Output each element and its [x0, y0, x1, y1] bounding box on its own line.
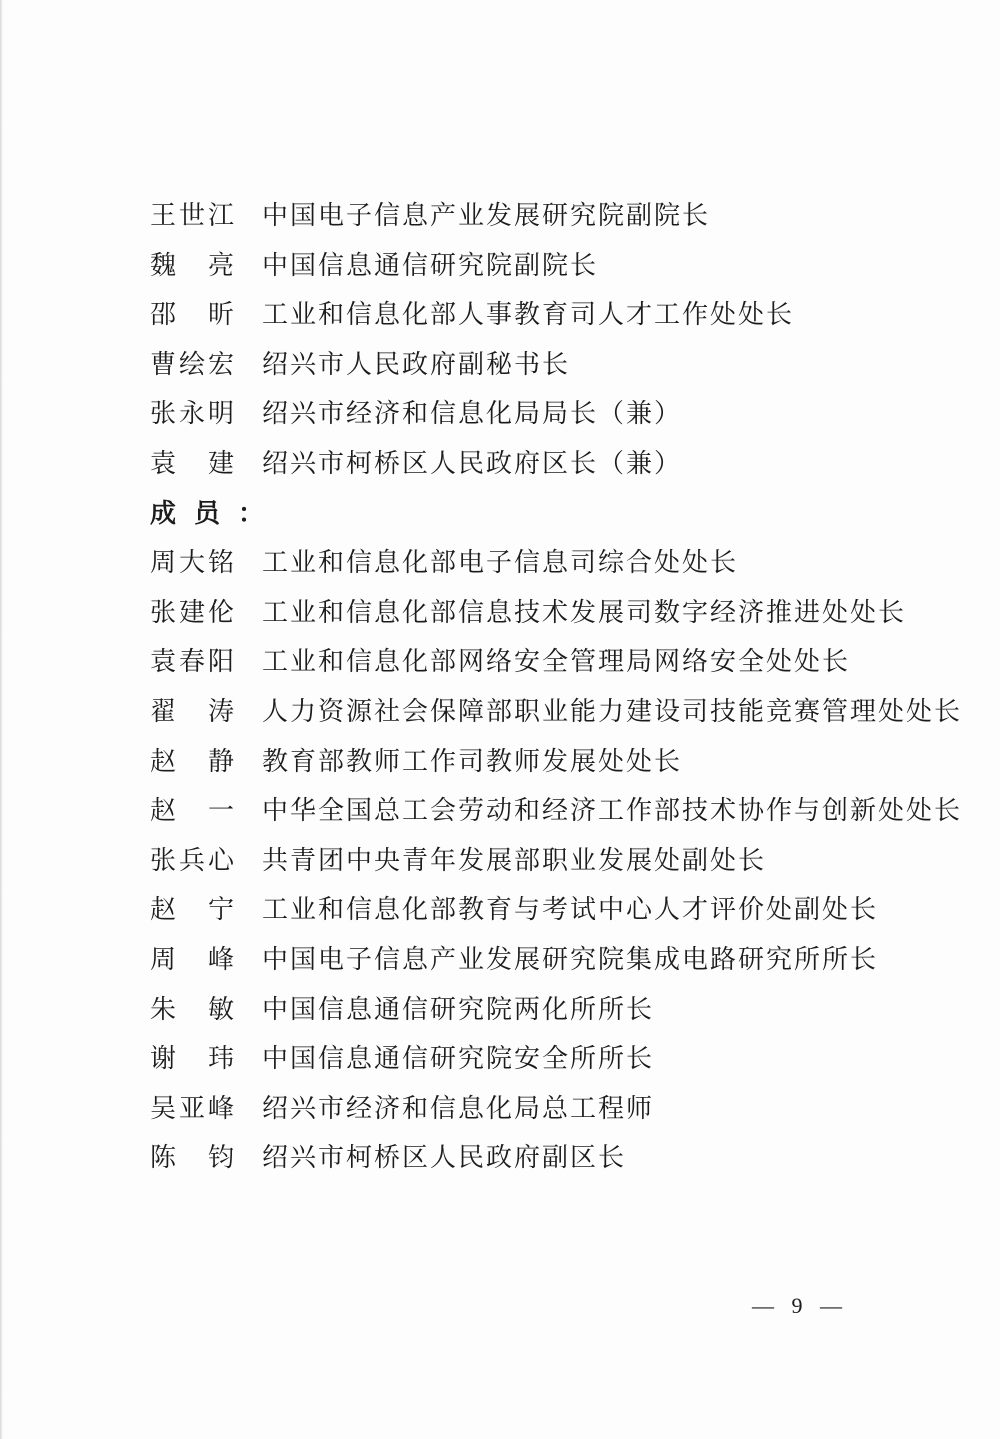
person-name: 曹绘宏 — [150, 349, 234, 380]
person-name: 朱 敏 — [150, 994, 234, 1025]
person-name: 王世江 — [150, 201, 234, 231]
person-title: 中国电子信息产业发展研究院集成电路研究所所长 — [262, 944, 879, 975]
member-row — [150, 688, 963, 738]
person-name: 张建伦 — [150, 597, 234, 628]
leader-row — [150, 242, 910, 292]
person-title: 绍兴市人民政府副秘书长 — [262, 349, 571, 380]
members-heading-row — [150, 490, 910, 540]
leader-row — [150, 291, 910, 341]
person-title: 中国信息通信研究院副院长 — [262, 250, 599, 281]
member-row — [150, 1134, 910, 1184]
person-name: 翟 涛 — [150, 696, 234, 727]
person-name: 周大铭 — [150, 548, 234, 579]
person-title: 中华全国总工会劳动和经济工作部技术协作与创新处处长 — [262, 796, 963, 827]
member-row — [150, 936, 910, 986]
person-name: 吴亚峰 — [150, 1093, 234, 1124]
person-title: 人力资源社会保障部职业能力建设司技能竞赛管理处处长 — [262, 696, 963, 727]
person-title: 工业和信息化部信息技术发展司数字经济推进处处长 — [262, 597, 907, 628]
person-title: 绍兴市经济和信息化局总工程师 — [262, 1093, 655, 1124]
member-row — [150, 986, 910, 1036]
person-name: 魏 亮 — [150, 250, 234, 281]
person-title: 绍兴市柯桥区人民政府副区长 — [262, 1143, 627, 1174]
person-title: 工业和信息化部教育与考试中心人才评价处副处长 — [262, 895, 879, 926]
person-title: 教育部教师工作司教师发展处处长 — [262, 746, 683, 777]
person-name: 谢 玮 — [150, 1044, 234, 1075]
person-title: 中国电子信息产业发展研究院副院长 — [262, 201, 711, 231]
member-row — [150, 638, 910, 688]
member-row — [150, 1035, 910, 1085]
members-heading: 成员： — [150, 498, 283, 529]
person-name: 赵 静 — [150, 746, 234, 777]
person-name: 张兵心 — [150, 845, 234, 876]
member-row — [150, 738, 910, 788]
person-title: 工业和信息化部网络安全管理局网络安全处处长 — [262, 647, 851, 678]
person-name: 张永明 — [150, 399, 234, 430]
personnel-list — [150, 192, 963, 1184]
leader-row — [150, 341, 910, 391]
person-title: 中国信息通信研究院两化所所长 — [262, 994, 655, 1025]
person-name: 陈 钧 — [150, 1143, 234, 1174]
person-name: 赵 宁 — [150, 895, 234, 926]
person-name: 周 峰 — [150, 944, 234, 975]
leader-row — [150, 390, 910, 440]
member-row — [150, 886, 910, 936]
member-row — [150, 539, 910, 589]
member-row — [150, 1085, 910, 1135]
scan-edge-shadow — [0, 0, 3, 1439]
person-name: 赵 一 — [150, 796, 234, 827]
person-name: 袁 建 — [150, 448, 234, 479]
person-title: 绍兴市柯桥区人民政府区长（兼） — [262, 448, 683, 479]
member-row — [150, 589, 910, 639]
person-title: 工业和信息化部人事教育司人才工作处处长 — [262, 300, 795, 331]
person-name: 袁春阳 — [150, 647, 234, 678]
page-number: — 9 — — [752, 1293, 848, 1318]
leader-row — [150, 440, 910, 490]
person-title: 共青团中央青年发展部职业发展处副处长 — [262, 845, 767, 876]
person-title: 中国信息通信研究院安全所所长 — [262, 1044, 655, 1075]
member-row — [150, 837, 910, 887]
leader-row — [150, 192, 910, 242]
person-title: 绍兴市经济和信息化局局长（兼） — [262, 399, 683, 430]
member-row — [150, 787, 963, 837]
person-name: 邵 昕 — [150, 300, 234, 331]
person-title: 工业和信息化部电子信息司综合处处长 — [262, 548, 739, 579]
